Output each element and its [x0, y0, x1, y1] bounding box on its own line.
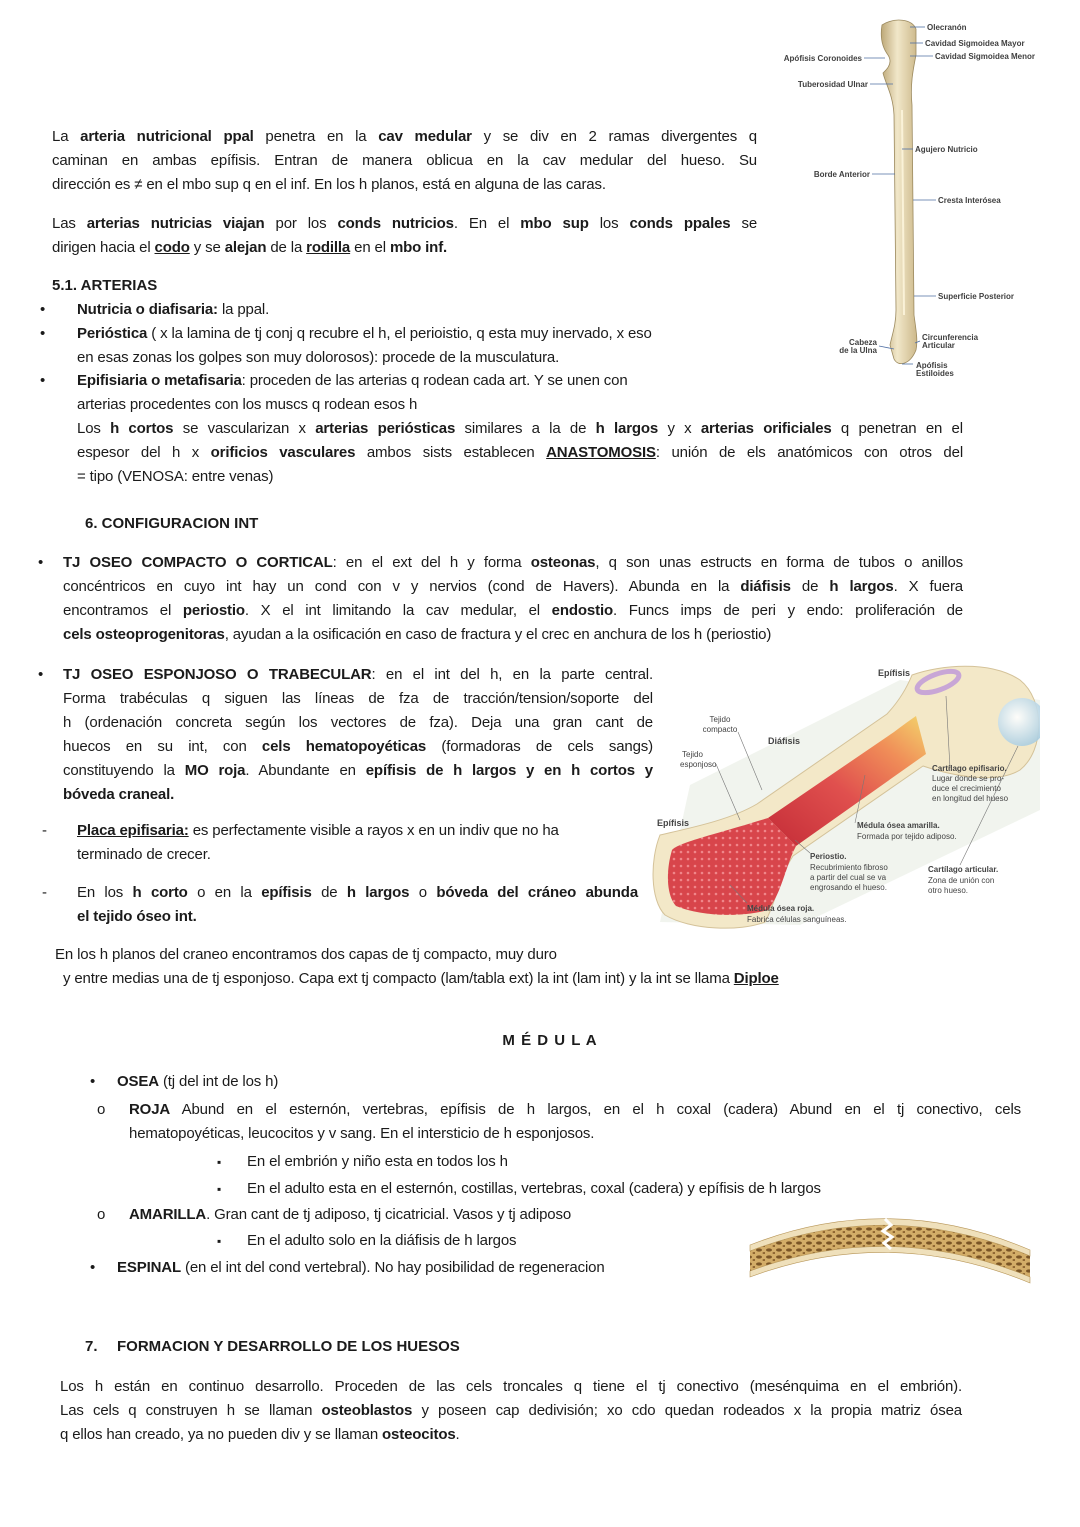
bold-term: endostio	[551, 602, 613, 619]
bold-term: bóveda craneal.	[63, 786, 175, 803]
text-run: : proceden de las arterias q rodean cada art. Y se unen con	[241, 372, 628, 389]
coronoid-label: Apófisis Coronoides	[783, 54, 862, 63]
bold-term: arteria nutricional ppal	[80, 128, 254, 145]
text-line	[77, 881, 638, 905]
text-line	[63, 967, 935, 991]
bullet-marker: •	[40, 325, 46, 342]
bullet-marker: •	[90, 1259, 96, 1276]
medula-amarilla-adult-item	[247, 1229, 727, 1253]
bold-term: alejan	[224, 239, 267, 256]
text-line	[63, 711, 653, 735]
dash-marker: -	[42, 884, 47, 901]
text-line	[63, 687, 653, 711]
bone-formation-paragraph	[60, 1375, 962, 1447]
flat-bones-paragraph	[55, 943, 935, 991]
periosteum-desc: engrosando el hueso.	[810, 883, 887, 892]
yellow-marrow-title: Médula ósea amarilla.	[857, 821, 940, 830]
text-line	[63, 663, 653, 687]
medula-roja-item	[129, 1098, 1021, 1146]
text-run: En el embrión y niño esta en todos los h	[247, 1153, 508, 1170]
ulna-head-label: Cabeza	[848, 338, 877, 347]
text-run: q ellos han creado, ya no pueden div y se llaman	[60, 1426, 383, 1443]
text-run: o	[409, 884, 437, 901]
text-line	[52, 212, 757, 236]
medula-roja-adult-item	[247, 1177, 1007, 1201]
nutrient-foramen-label: Agujero Nutricio	[915, 145, 978, 154]
text-line	[63, 623, 963, 647]
text-line	[63, 551, 963, 575]
text-line	[60, 1423, 962, 1447]
text-line	[55, 943, 935, 967]
bold-term: arterias periósticas	[315, 420, 456, 437]
text-run: ambos sists establecen	[355, 444, 547, 461]
text-line	[117, 1256, 727, 1280]
bold-term: OSEA	[117, 1073, 159, 1090]
text-run: . X fuera	[893, 578, 963, 595]
underlined-term: rodilla	[306, 239, 351, 256]
text-line	[63, 783, 653, 807]
text-run: Las cels q construyen h se llaman	[60, 1402, 322, 1419]
circle-marker: o	[97, 1206, 106, 1223]
bold-term: epífisis de h largos y en h cortos y	[365, 762, 653, 779]
artery-periostica-item	[77, 322, 777, 370]
text-line	[247, 1150, 1007, 1174]
text-line	[129, 1122, 1021, 1146]
articular-circumference-label: Circunferencia	[922, 333, 979, 342]
bold-term: h cortos	[110, 420, 174, 437]
bold-term: orificios vasculares	[210, 444, 356, 461]
bold-term: bóveda del cráneo abunda	[436, 884, 639, 901]
text-run: los	[588, 215, 630, 232]
text-run: ( x la lamina de tj conj q recubre el h, el perioistio, q esta muy inervado, x eso	[147, 325, 652, 342]
text-run: y poseen cap dedivisión; xo cdo quedan rodeados x la propia matriz ósea	[412, 1402, 962, 1419]
underlined-term: Diploe	[733, 970, 779, 987]
text-line	[63, 759, 653, 783]
epiphyseal-plate-item	[77, 819, 637, 867]
text-line	[63, 735, 653, 759]
text-line	[77, 393, 963, 417]
text-line	[247, 1229, 727, 1253]
ulna-figure	[770, 15, 1050, 385]
text-run: hematopoyéticas, leucocitos y v sang. En el intersticio de h esponjosos.	[129, 1125, 595, 1142]
underlined-term: Placa epifisaria:	[77, 822, 189, 839]
text-run: en esas zonas los golpes son muy dolorosos): procede de la musculatura.	[77, 349, 560, 366]
text-line	[129, 1098, 1021, 1122]
text-run: Los	[77, 420, 111, 437]
text-line	[52, 173, 757, 197]
epiphysis-bottom-label: Epífisis	[657, 818, 690, 828]
periosteum-desc: a partir del cual se va	[810, 873, 887, 882]
text-run: terminado de crecer.	[77, 846, 211, 863]
bold-term: Epifisiaria o metafisaria	[77, 372, 242, 389]
text-run: huecos en su int, con	[63, 738, 262, 755]
text-run: de la	[266, 239, 307, 256]
section-5-1-heading: 5.1. ARTERIAS	[52, 277, 158, 294]
articular-cartilage-desc: Zona de unión con	[928, 876, 995, 885]
articular-cartilage-title: Cartílago articular.	[928, 865, 999, 874]
text-run: La	[52, 128, 81, 145]
bold-term: Nutricia o diafisaria:	[77, 301, 218, 318]
text-run: . Abundante en	[245, 762, 366, 779]
text-line	[77, 819, 637, 843]
text-run: , ayudan a la osificación en caso de fractura y el crec en anchura de los h (periostio)	[224, 626, 772, 643]
square-marker: ▪	[217, 1155, 222, 1169]
epiphyseal-cartilage-desc: en longitud del hueso	[932, 794, 1009, 803]
text-line	[52, 149, 757, 173]
epiphyseal-cartilage-desc: duce el crecimiento	[932, 784, 1001, 793]
text-run: y se	[189, 239, 225, 256]
periosteum-title: Periostio.	[810, 852, 847, 861]
text-run: espesor del h x	[77, 444, 211, 461]
text-run: . Gran cant de tj adiposo, tj cicatricial. Vasos y tj adiposo	[206, 1206, 572, 1223]
text-line	[77, 905, 638, 929]
bold-term: osteonas	[530, 554, 596, 571]
bold-term: periostio	[182, 602, 245, 619]
bold-term: TJ OSEO ESPONJOSO O TRABECULAR	[63, 666, 372, 683]
bold-term: arterias nutricias viajan	[86, 215, 265, 232]
text-run: y se div en 2 ramas divergentes q	[471, 128, 757, 145]
bold-term: TJ OSEO COMPACTO O CORTICAL	[63, 554, 333, 571]
diaphysis-label: Diáfisis	[768, 736, 801, 746]
section-7-number: 7.	[85, 1338, 98, 1355]
ulna-head-label-line2: de la Ulna	[839, 346, 877, 355]
square-marker: ▪	[217, 1182, 222, 1196]
section-7-heading: FORMACION Y DESARROLLO DE LOS HUESOS	[117, 1338, 460, 1355]
artery-epifisiaria-item	[77, 369, 963, 489]
text-run: o en la	[187, 884, 262, 901]
artery-nutricia-item	[77, 298, 777, 322]
text-run: se vascularizan x	[173, 420, 316, 437]
bold-term: ESPINAL	[117, 1259, 181, 1276]
red-marrow-title: Médula ósea roja.	[747, 904, 815, 913]
text-line	[52, 125, 757, 149]
text-line	[77, 298, 777, 322]
long-bone-figure	[650, 660, 1040, 935]
text-run: .	[455, 1426, 460, 1443]
text-run: Los h están en continuo desarrollo. Proceden de las cels troncales q tiene el tj conectivo (mesénquima en el embrión).	[60, 1378, 962, 1395]
text-run: q penetran en el	[831, 420, 963, 437]
text-run: : en el ext del h y forma	[332, 554, 531, 571]
text-line	[77, 441, 963, 465]
arterial-intro-paragraph	[52, 125, 757, 197]
text-run: . Funcs imps de peri y endo: proliferación de	[612, 602, 964, 619]
bold-term: h corto	[132, 884, 188, 901]
skull-bone-section-figure	[745, 1205, 1035, 1290]
epiphyseal-cartilage-title: Cartílago epifisario.	[932, 764, 1007, 773]
bold-term: mbo sup	[520, 215, 589, 232]
text-run: arterias procedentes con los muscs q rodean esos h	[77, 396, 418, 413]
bullet-marker: •	[38, 554, 44, 571]
text-run: = tipo (VENOSA: entre venas)	[77, 468, 274, 485]
section-6-heading: 6. CONFIGURACION INT	[85, 515, 259, 532]
text-run: penetra en la	[253, 128, 379, 145]
square-marker: ▪	[217, 1234, 222, 1248]
medula-osea-item	[117, 1070, 917, 1094]
text-run: por los	[264, 215, 338, 232]
text-run: . En el	[453, 215, 521, 232]
bold-term: MO roja	[184, 762, 246, 779]
text-line	[77, 843, 637, 867]
bold-term: cels hematopoyéticas	[261, 738, 427, 755]
dash-marker: -	[42, 822, 47, 839]
text-run: dirección es ≠ en el mbo sup q en el inf. En los h planos, está en alguna de las caras.	[52, 176, 606, 193]
text-run: encontramos el	[63, 602, 183, 619]
text-run: En los h planos del craneo encontramos dos capas de tj compacto, muy duro	[55, 946, 557, 963]
short-bones-item	[77, 881, 638, 929]
text-run: en el	[350, 239, 390, 256]
text-run: la ppal.	[217, 301, 270, 318]
text-line	[77, 465, 963, 489]
interosseous-crest-label: Cresta Interósea	[938, 196, 1001, 205]
articular-circumference-label-line2: Articular	[922, 341, 955, 350]
text-line	[60, 1399, 962, 1423]
sigmoid-minor-label: Cavidad Sigmoidea Menor	[935, 52, 1036, 61]
bold-term: AMARILLA	[129, 1206, 207, 1223]
text-line	[77, 322, 777, 346]
olecranon-label: Olecranón	[927, 23, 967, 32]
bold-term: h largos	[829, 578, 894, 595]
underlined-term: codo	[154, 239, 190, 256]
bold-term: el tejido óseo int.	[77, 908, 197, 925]
text-run: Las	[52, 215, 87, 232]
spongy-bone-item	[63, 663, 653, 807]
text-run: similares a la de	[455, 420, 596, 437]
text-run: de	[311, 884, 347, 901]
compact-tissue-label: Tejido	[709, 715, 731, 724]
epiphyseal-cartilage-desc: Lugar donde se pro-	[932, 774, 1005, 783]
bold-term: ROJA	[129, 1101, 171, 1118]
text-run: Forma trabéculas q siguen las líneas de fza de tracción/tension/soporte del	[63, 690, 653, 707]
bold-term: conds ppales	[629, 215, 731, 232]
bold-term: h largos	[346, 884, 410, 901]
text-run: Abund en el esternón, vertebras, epífisis de h largos, en el h coxal (cadera) Abund en el tj conectivo, cels	[170, 1101, 1021, 1118]
text-run: En los	[77, 884, 133, 901]
bullet-marker: •	[40, 301, 46, 318]
text-run: (formadoras de cels sangs)	[426, 738, 653, 755]
text-line	[60, 1375, 962, 1399]
text-run: dirigen hacia el	[52, 239, 155, 256]
bold-term: osteocitos	[382, 1426, 456, 1443]
periosteum-desc: Recubrimiento fibroso	[810, 863, 888, 872]
text-run: (en el int del cond vertebral). No hay posibilidad de regeneracion	[180, 1259, 605, 1276]
text-run: de	[790, 578, 830, 595]
bullet-marker: •	[38, 666, 44, 683]
text-run: : en el int del h, en la parte central.	[371, 666, 653, 683]
styloid-label-line2: Estiloides	[916, 369, 954, 378]
text-run: . X el int limitando la cav medular, el	[244, 602, 552, 619]
spongy-tissue-label: Tejido	[682, 750, 703, 759]
bold-term: h largos	[595, 420, 659, 437]
tuberosity-label: Tuberosidad Ulnar	[797, 80, 868, 89]
medula-espinal-item	[117, 1256, 727, 1280]
bold-term: Perióstica	[77, 325, 148, 342]
text-run: concéntricos en cuyo int hay un cond con v y nervios (cond de Havers). Abunda en la	[63, 578, 741, 595]
bold-term: conds nutricios	[337, 215, 454, 232]
styloid-label: Apófisis	[916, 361, 948, 370]
text-line	[247, 1177, 1007, 1201]
underlined-term: ANASTOMOSIS	[546, 444, 656, 461]
text-run: : unión de els anatómicos con otros del	[655, 444, 963, 461]
medula-roja-embryo-item	[247, 1150, 1007, 1174]
medula-amarilla-item	[129, 1203, 729, 1227]
bullet-marker: •	[40, 372, 46, 389]
text-line	[77, 417, 963, 441]
text-run: (tj del int de los h)	[158, 1073, 279, 1090]
text-run: h (ordenación concreta según los vectores de fza). Deja una gran cant de	[63, 714, 653, 731]
yellow-marrow-desc: Formada por tejido adiposo.	[857, 832, 957, 841]
text-line	[52, 236, 757, 260]
text-run: y entre medias una de tj esponjoso. Capa ext tj compacto (lam/tabla ext) la int (lam int) y la int se llama	[63, 970, 734, 987]
circle-marker: o	[97, 1101, 106, 1118]
nutrient-arteries-paragraph	[52, 212, 757, 260]
bold-term: cels osteoprogenitoras	[63, 626, 225, 643]
medula-title: M É D U L A	[502, 1032, 598, 1049]
spongy-tissue-label-line2: esponjoso	[680, 760, 717, 769]
text-line	[63, 575, 963, 599]
red-marrow-desc: Fabrica células sanguíneas.	[747, 915, 847, 924]
bold-term: osteoblastos	[321, 1402, 413, 1419]
bold-term: cav medular	[378, 128, 472, 145]
articular-cartilage-desc: otro hueso.	[928, 886, 969, 895]
text-run: , q son unas estructs en forma de tubos o anillos	[595, 554, 963, 571]
text-run: En el adulto esta en el esternón, costillas, vertebras, coxal (cadera) y epífisis de h largos	[247, 1180, 821, 1197]
text-line	[63, 599, 963, 623]
bold-term: arterias orificiales	[700, 420, 832, 437]
bold-term: mbo inf.	[389, 239, 448, 256]
text-run: y x	[658, 420, 701, 437]
text-line	[77, 346, 777, 370]
sigmoid-major-label: Cavidad Sigmoidea Mayor	[925, 39, 1025, 48]
text-line	[117, 1070, 917, 1094]
text-line	[129, 1203, 729, 1227]
text-run: En el adulto solo en la diáfisis de h largos	[247, 1232, 517, 1249]
text-run: constituyendo la	[63, 762, 185, 779]
text-run: se	[730, 215, 758, 232]
compact-tissue-label-line2: compacto	[702, 725, 738, 734]
bold-term: diáfisis	[740, 578, 791, 595]
text-line	[77, 369, 963, 393]
bold-term: epífisis	[261, 884, 312, 901]
ulna-bone	[881, 20, 917, 364]
text-run: caminan en ambas epífisis. Entran de manera oblicua en la cav medular del hueso. Su	[52, 152, 757, 169]
text-run: es perfectamente visible a rayos x en un indiv que no ha	[188, 822, 559, 839]
anterior-border-label: Borde Anterior	[813, 170, 870, 179]
epiphysis-top-label: Epífisis	[878, 668, 911, 678]
compact-bone-item	[63, 551, 963, 647]
bullet-marker: •	[90, 1073, 96, 1090]
posterior-surface-label: Superficie Posterior	[938, 292, 1015, 301]
